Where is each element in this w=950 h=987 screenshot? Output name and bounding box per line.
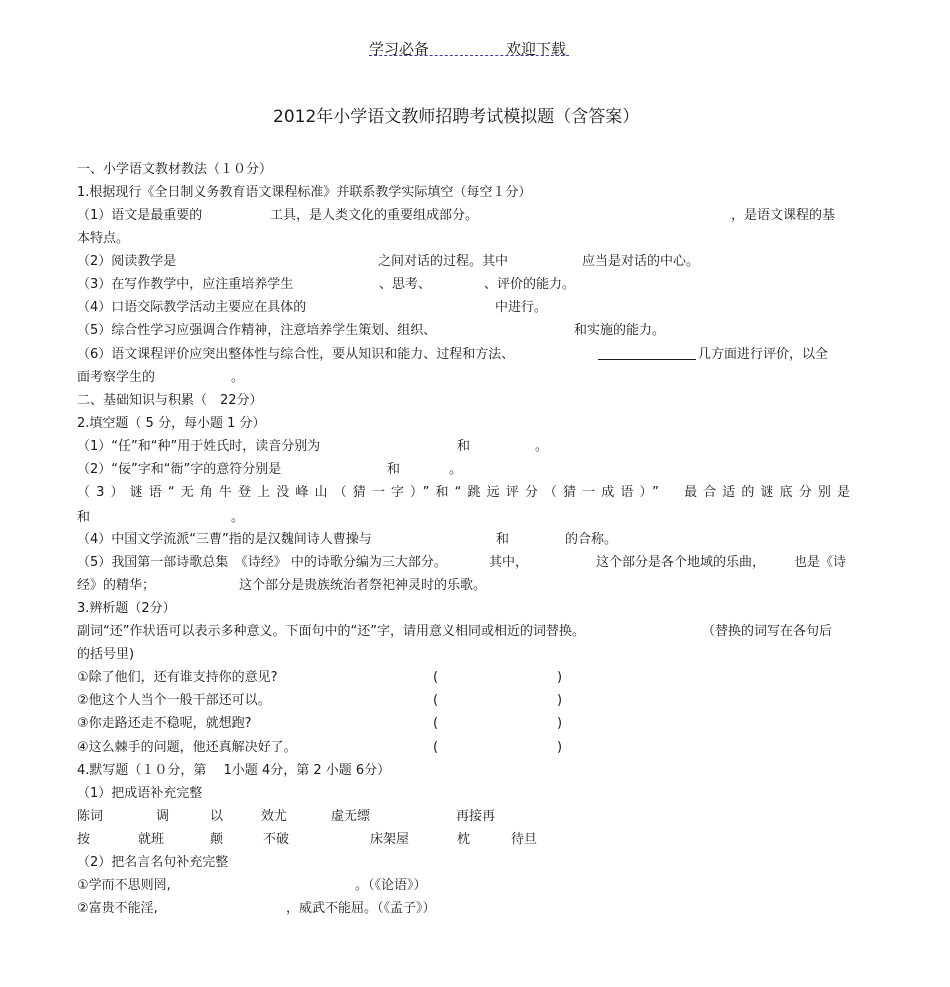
q2-3-text-b: 和 bbox=[77, 510, 91, 525]
q2-4-text-c: 的合称。 bbox=[565, 532, 618, 547]
header-underline bbox=[369, 55, 569, 56]
q4-2-item-1-a: ①学而不思则罔, bbox=[77, 878, 171, 893]
q1-1-text-c: ，是语文课程的基 bbox=[731, 208, 836, 223]
section-2-heading: 二、基础知识与积累（ 22分） bbox=[77, 393, 263, 408]
idiom-fragment: 床架屋 bbox=[370, 832, 410, 847]
q4-2-item-2-a: ②富贵不能淫, bbox=[77, 901, 158, 916]
q3-desc-b: （替换的词写在各句后 bbox=[702, 624, 833, 639]
section-1-heading: 一、小学语文教材教法（１０分） bbox=[77, 162, 273, 177]
q2-stem: 2.填空题（ 5 分，每小题 1 分） bbox=[77, 416, 266, 431]
q2-1-text-c: 。 bbox=[535, 439, 549, 454]
q4-1-heading: （1）把成语补充完整 bbox=[77, 786, 203, 801]
idiom-fragment: 按 bbox=[77, 832, 91, 847]
q2-4-text-b: 和 bbox=[496, 532, 510, 547]
q1-1-text-b: 工具，是人类文化的重要组成部分。 bbox=[270, 208, 479, 223]
q1-6-blank bbox=[598, 347, 696, 365]
q2-5-text-d: 也是《诗 bbox=[794, 555, 847, 570]
q3-item-4: ④这么棘手的问题，他还真解决好了。 bbox=[77, 740, 297, 755]
q1-stem: 1.根据现行《全日制义务教育语文课程标准》并联系教学实际填空（每空１分） bbox=[77, 185, 532, 200]
q1-5-text-a: （5）综合性学习应强调合作精神，注意培养学生策划、组织、 bbox=[77, 323, 437, 338]
q3-item-2-paren-left: ( bbox=[433, 693, 439, 708]
q3-item-1-paren-right: ) bbox=[557, 670, 563, 685]
idiom-fragment: 再接再 bbox=[456, 809, 496, 824]
q4-2-heading: （2）把名言名句补充完整 bbox=[77, 855, 229, 870]
q2-3-text-a: （3）谜语“无角牛登上没峰山（猜一字）”和“跳远评分（猜一成语）” 最合适的谜底分别是 bbox=[77, 485, 850, 500]
q1-2-text-c: 应当是对话的中心。 bbox=[582, 254, 700, 269]
idiom-fragment: 效尤 bbox=[261, 809, 288, 824]
q2-2-text-c: 。 bbox=[449, 462, 463, 477]
q2-1-text-a: （1）“任”和“种”用于姓氏时，读音分别为 bbox=[77, 439, 321, 454]
idiom-fragment: 陈词 bbox=[77, 809, 104, 824]
q1-3-text-b: 、思考、 bbox=[379, 277, 432, 292]
q1-6-text-b: 几方面进行评价，以全 bbox=[698, 347, 829, 362]
header-right: 欢迎下载 bbox=[506, 40, 567, 58]
q3-item-1: ①除了他们，还有谁支持你的意见? bbox=[77, 670, 278, 685]
q1-5-text-b: 和实施的能力。 bbox=[574, 323, 666, 338]
q4-2-item-1-b: 。（《论语》） bbox=[355, 878, 427, 893]
idiom-fragment: 待旦 bbox=[511, 832, 538, 847]
q3-stem: 3.辨析题（2分） bbox=[77, 601, 176, 616]
idiom-fragment: 不破 bbox=[263, 832, 290, 847]
q1-6-text-c: 面考察学生的 bbox=[77, 370, 156, 385]
header-left: 学习必备 bbox=[369, 40, 430, 58]
q2-5-text-b: 其中， bbox=[489, 555, 529, 570]
q3-item-3-paren-right: ) bbox=[557, 716, 563, 731]
q3-item-3-paren-left: ( bbox=[433, 716, 439, 731]
q3-desc-c: 的括号里) bbox=[77, 647, 135, 662]
q2-2-text-b: 和 bbox=[387, 462, 401, 477]
q2-5-text-e: 经》的精华； bbox=[77, 578, 156, 593]
q3-item-4-paren-left: ( bbox=[433, 740, 439, 755]
q1-6-text-d: 。 bbox=[231, 370, 245, 385]
q3-item-2: ②他这个人当个一般干部还可以。 bbox=[77, 693, 271, 708]
q4-stem: 4.默写题（１０分，第 1小题 4分，第 2 小题 6分） bbox=[77, 763, 391, 778]
q2-5-text-a: （5）我国第一部诗歌总集 《诗经》 中的诗歌分编为三大部分。 bbox=[77, 555, 447, 570]
q1-1-text-d: 本特点。 bbox=[77, 231, 130, 246]
q3-item-4-paren-right: ) bbox=[557, 740, 563, 755]
q3-item-3: ③你走路还走不稳呢，就想跑? bbox=[77, 716, 252, 731]
q2-3-text-c: 。 bbox=[231, 510, 245, 525]
q1-3-text-c: 、评价的能力。 bbox=[484, 277, 576, 292]
q3-item-1-paren-left: ( bbox=[433, 670, 439, 685]
idiom-fragment: 枕 bbox=[457, 832, 471, 847]
q1-1-text-a: （1）语文是最重要的 bbox=[77, 208, 203, 223]
q1-3-text-a: （3）在写作教学中，应注重培养学生 bbox=[77, 277, 294, 292]
q1-6-text-a: （6）语文课程评价应突出整体性与综合性，要从知识和能力、过程和方法、 bbox=[77, 347, 515, 362]
idiom-fragment: 虚无缥 bbox=[331, 809, 371, 824]
q3-desc-a: 副词“还”作状语可以表示多种意义。下面句中的“还”字，请用意义相同或相近的词替换。 bbox=[77, 624, 585, 639]
q1-4-text-b: 中进行。 bbox=[495, 300, 548, 315]
q2-5-text-f: 这个部分是贵族统治者祭祀神灵时的乐歌。 bbox=[239, 578, 487, 593]
idiom-fragment: 调 bbox=[156, 809, 170, 824]
q1-2-text-b: 之间对话的过程。其中 bbox=[378, 254, 509, 269]
q2-4-text-a: （4）中国文学流派“三曹”指的是汉魏间诗人曹操与 bbox=[77, 532, 372, 547]
idiom-fragment: 就班 bbox=[138, 832, 165, 847]
q2-5-text-c: 这个部分是各个地域的乐曲， bbox=[596, 555, 766, 570]
q2-2-text-a: （2）“佞”字和“衙”字的意符分别是 bbox=[77, 462, 282, 477]
q1-2-text-a: （2）阅读教学是 bbox=[77, 254, 177, 269]
idiom-fragment: 以 bbox=[210, 809, 224, 824]
q3-item-2-paren-right: ) bbox=[557, 693, 563, 708]
q2-1-text-b: 和 bbox=[457, 439, 471, 454]
q1-4-text-a: （4）口语交际教学活动主要应在具体的 bbox=[77, 300, 307, 315]
q4-2-item-2-b: ，威武不能屈。（《孟子》） bbox=[286, 901, 436, 916]
idiom-fragment: 颠 bbox=[210, 832, 224, 847]
page-title: 2012年小学语文教师招聘考试模拟题（含答案） bbox=[273, 107, 640, 127]
